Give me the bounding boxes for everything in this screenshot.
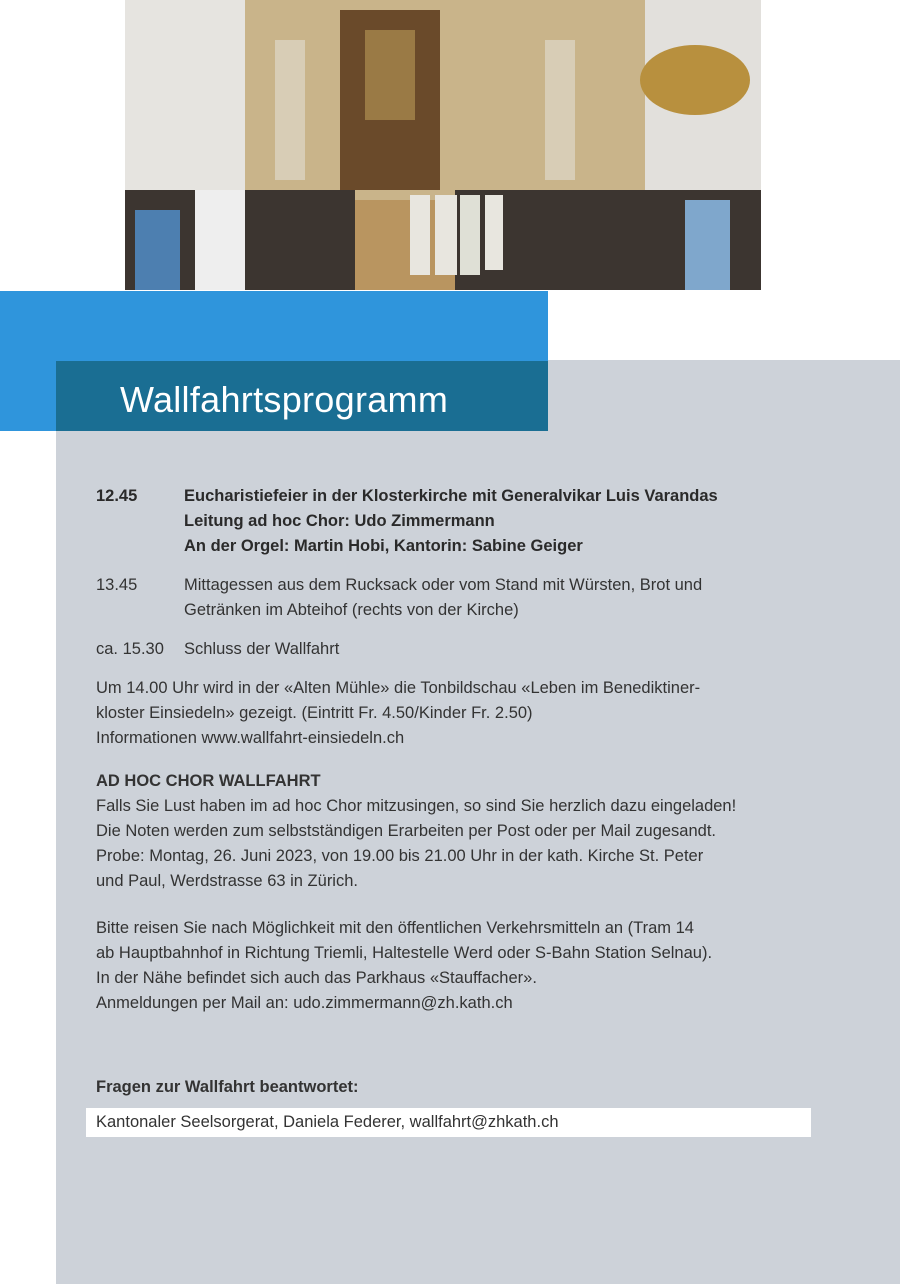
travel-line: ab Hauptbahnhof in Richtung Triemli, Haltestelle Werd oder S-Bahn Station Selnau). — [96, 944, 713, 962]
choir-paragraph — [96, 794, 816, 894]
church-photo — [125, 0, 761, 290]
questions-heading: Fragen zur Wallfahrt beantwortet: — [96, 1078, 359, 1096]
program-content — [96, 484, 816, 1038]
choir-line: Probe: Montag, 26. Juni 2023, von 19.00 bis 21.00 Uhr in der kath. Kirche St. Peter — [96, 847, 704, 865]
schedule-time: 13.45 — [96, 576, 138, 594]
schedule-row — [96, 573, 816, 623]
schedule-time: ca. 15.30 — [96, 640, 164, 658]
schedule-line: An der Orgel: Martin Hobi, Kantorin: Sabine Geiger — [184, 537, 583, 555]
choir-line: Falls Sie Lust haben im ad hoc Chor mitzusingen, so sind Sie herzlich dazu eingeladen! — [96, 797, 737, 815]
schedule-line: Getränken im Abteihof (rechts von der Kirche) — [184, 601, 519, 619]
choir-line: Die Noten werden zum selbstständigen Erarbeiten per Post oder per Mail zugesandt. — [96, 822, 717, 840]
info-line: kloster Einsiedeln» gezeigt. (Eintritt Fr. 4.50/Kinder Fr. 2.50) — [96, 704, 533, 722]
church-interior-illustration — [125, 0, 761, 290]
travel-paragraph — [96, 916, 816, 1016]
schedule-description — [184, 484, 718, 559]
schedule-row — [96, 484, 816, 559]
schedule-description — [184, 573, 702, 623]
choir-line: und Paul, Werdstrasse 63 in Zürich. — [96, 872, 358, 890]
page-title: Wallfahrtsprogramm — [120, 379, 449, 420]
info-paragraph — [96, 676, 816, 751]
info-line: Um 14.00 Uhr wird in der «Alten Mühle» die Tonbildschau «Leben im Benediktiner- — [96, 679, 701, 697]
schedule-line: Schluss der Wallfahrt — [184, 640, 340, 658]
choir-heading: AD HOC CHOR WALLFAHRT — [96, 772, 321, 790]
contact-box: Kantonaler Seelsorgerat, Daniela Federer, wallfahrt@zhkath.ch — [86, 1108, 811, 1137]
schedule-description — [184, 637, 339, 662]
blue-accent-strip — [0, 361, 56, 431]
schedule-line: Eucharistiefeier in der Klosterkirche mit Generalvikar Luis Varandas — [184, 487, 718, 505]
schedule-row — [96, 637, 816, 662]
blue-accent-bar — [0, 291, 548, 361]
travel-line: In der Nähe befindet sich auch das Parkhaus «Stauffacher». — [96, 969, 537, 987]
info-line: Informationen www.wallfahrt-einsiedeln.ch — [96, 729, 405, 747]
schedule-line: Leitung ad hoc Chor: Udo Zimmermann — [184, 512, 495, 530]
schedule-time: 12.45 — [96, 487, 138, 505]
schedule-line: Mittagessen aus dem Rucksack oder vom Stand mit Würsten, Brot und — [184, 576, 703, 594]
travel-line: Bitte reisen Sie nach Möglichkeit mit den öffentlichen Verkehrsmitteln an (Tram 14 — [96, 919, 694, 937]
travel-line: Anmeldungen per Mail an: udo.zimmermann@zh.kath.ch — [96, 994, 513, 1012]
